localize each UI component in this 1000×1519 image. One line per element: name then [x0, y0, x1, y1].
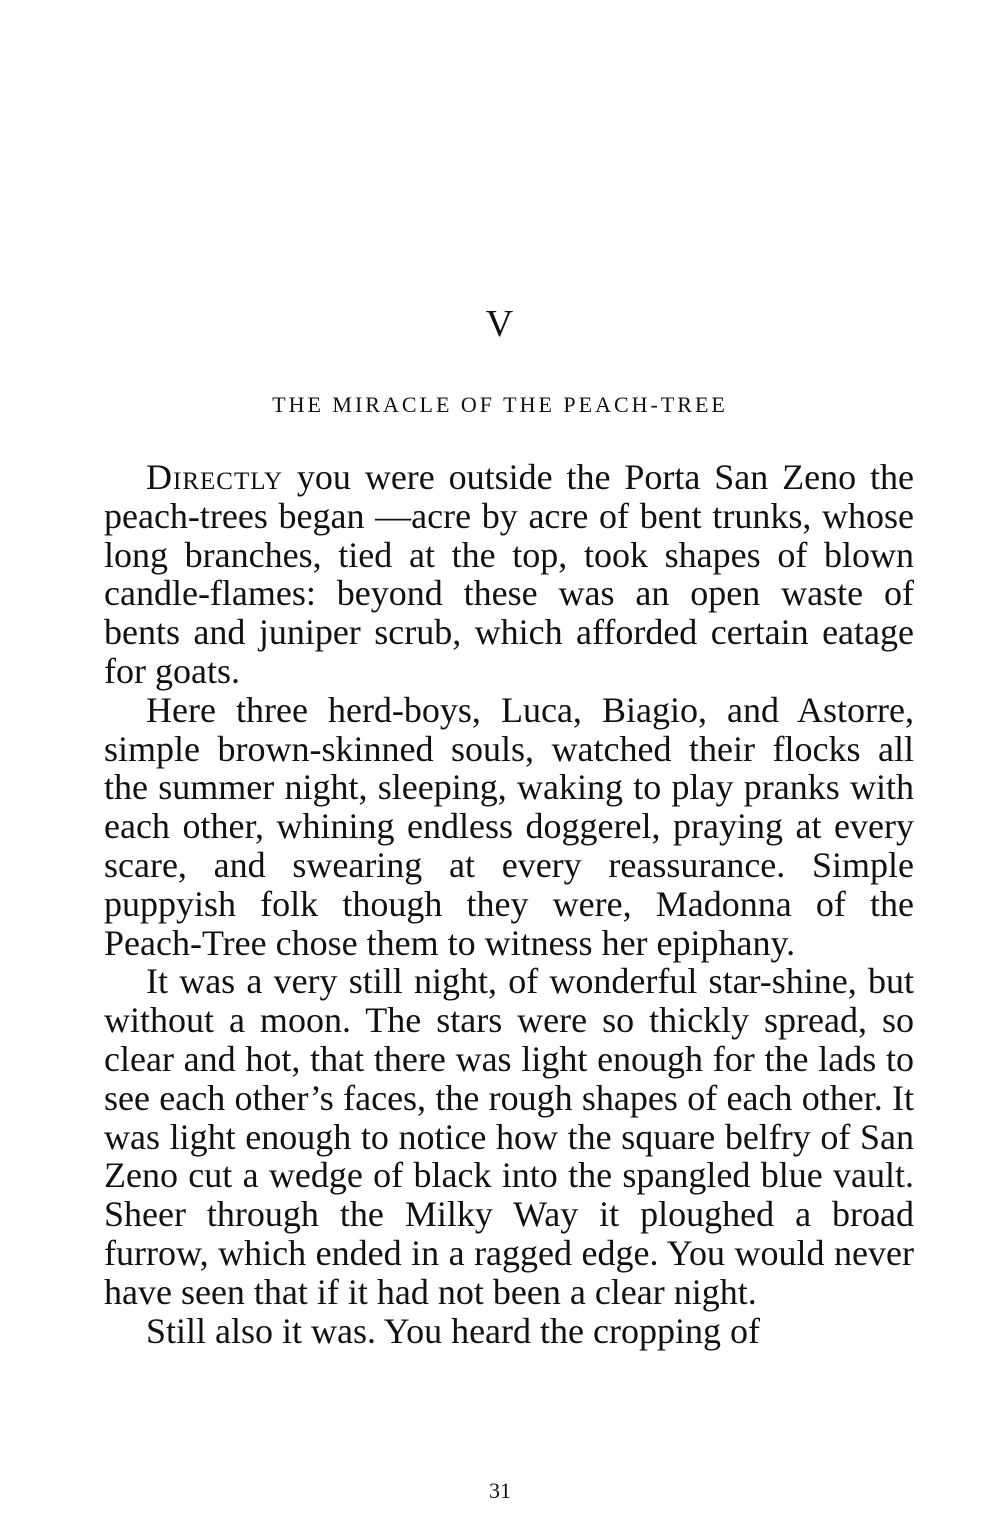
paragraph-1: [104, 458, 914, 691]
page-number: 31: [489, 1478, 511, 1503]
paragraph-lead-word: Directly: [146, 457, 284, 497]
paragraph-1-text: you were outside the Porta San Zeno the peach-trees began —acre by acre of bent trunks, whose long branches, tied at the top, took shapes of blown candle-flames: beyond these was an open waste of bents and juniper scrub, which afforded certain eatage for goats.: [104, 457, 914, 691]
paragraph-4: Still also it was. You heard the cropping of: [146, 1310, 760, 1351]
paragraph-2: Here three herd-boys, Luca, Biagio, and Astorre, simple brown-skinned souls, watched their flocks all the summer night, sleeping, waking to play pranks with each other, whining endless doggerel, praying at every scare, and swearing at every reassurance. Simple puppyish folk though they were, Madonna of the Peach-Tree chose them to witness her epiphany.: [104, 689, 914, 963]
paragraph-3: It was a very still night, of wonderful star-shine, but without a moon. The stars were so thickly spread, so clear and hot, that there was light enough for the lads to see each other’s faces, the rough shapes of each other. It was light enough to notice how the square belfry of San Zeno cut a wedge of black into the spangled blue vault. Sheer through the Milky Way it ploughed a broad furrow, which ended in a ragged edge. You would never have seen that if it had not been a clear night.: [104, 961, 914, 1312]
body-text: [104, 458, 914, 1350]
chapter-title: THE MIRACLE OF THE PEACH-TREE: [272, 392, 728, 417]
chapter-number: V: [485, 303, 515, 345]
